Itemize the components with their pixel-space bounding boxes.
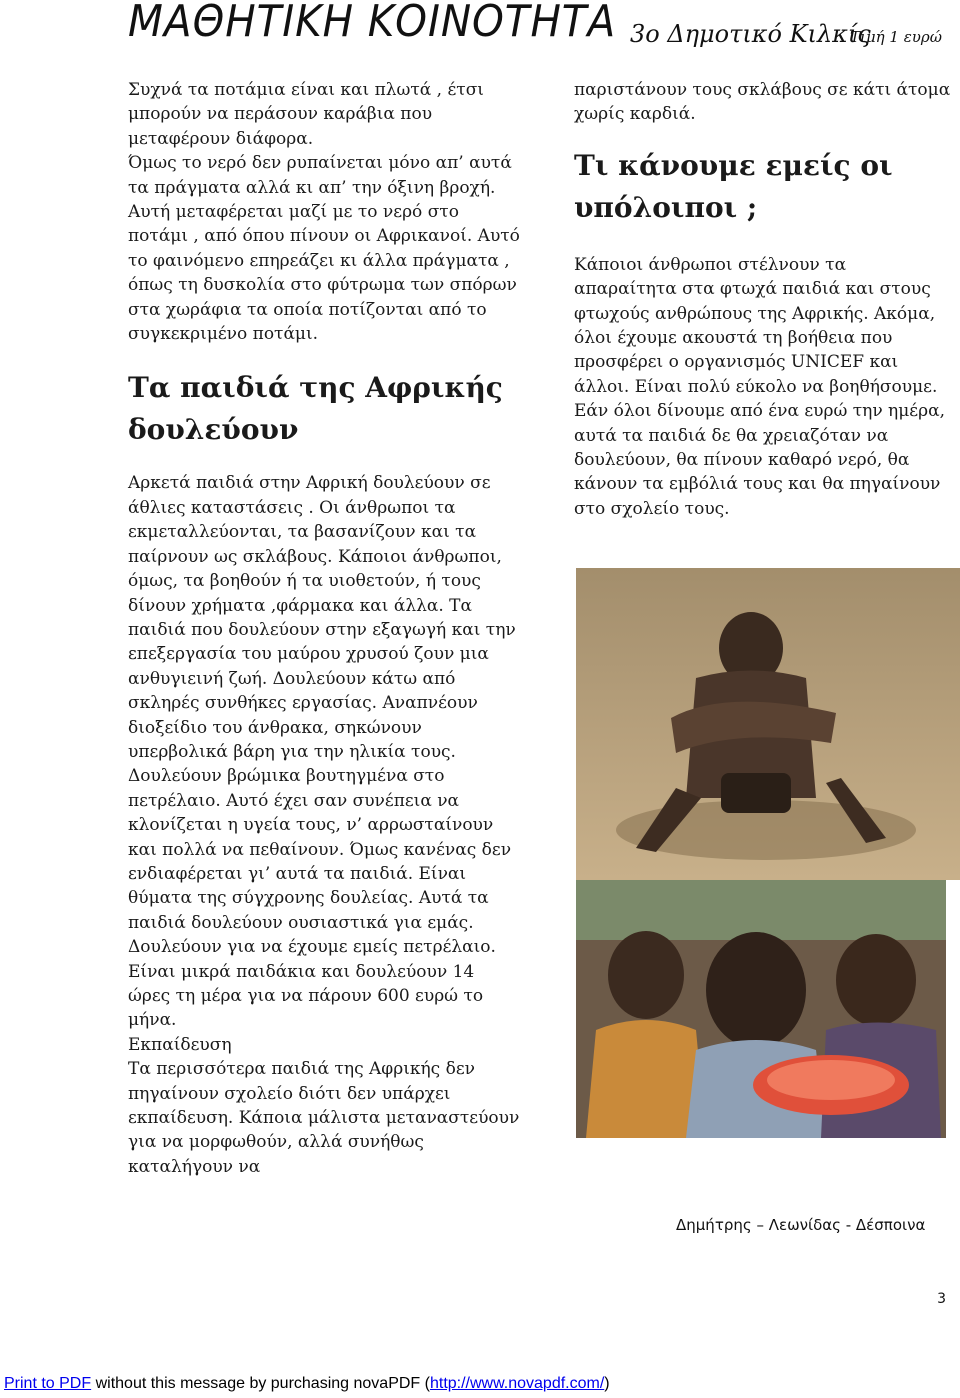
print-to-pdf-link[interactable]: Print to PDF [4,1375,92,1392]
school-name: 3ο Δημοτικό Κιλκίς [630,20,871,48]
intro-paragraph: Συχνά τα ποτάμια είναι και πλωτά , έτσι μπορούν να περάσουν καράβια που μεταφέρουν διάφορα. [128,80,484,149]
photo-caption-authors: Δημήτρης – Λεωνίδας - Δέσποινα [676,1216,926,1234]
photo-children-bowl [576,880,946,1138]
what-we-do-text: Κάποιοι άνθρωποι στέλνουν τα απαραίτητα στα φτωχά παιδιά και στους φτωχούς ανθρώπους της Αφρικής. Ακόμα, όλοι έχουμε ακουστά τη βοήθεια που προσφέρει ο οργανισμός UNICEF και άλλοι. Είναι πολύ εύκολο να βοηθήσουμε. Εάν όλοι δίνουμε από ένα ευρώ την ημέρα, αυτά τα παιδιά δε θα χρειαζόταν να δουλεύουν, θα πίνουν καθαρό νερό, θα κάνουν τα εμβόλιά τους και θα πηγαίνουν στο σχολείο τους. [574,254,945,519]
intro-text [128,78,520,346]
newspaper-title: ΜΑΘΗΤΙΚΗ ΚΟΙΝΟΤΗΤΑ [128,0,617,47]
body-paragraph: Αρκετά παιδιά στην Αφρική δουλεύουν σε άθλιες καταστάσεις . Οι άνθρωποι τα εκμεταλλεύονται, τα βασανίζουν και τα παίρνουν ως σκλάβους. Κάποιοι άνθρωποι, όμως, τα βοηθούν ή τα υιοθετούν, ή τους δίνουν χρήματα ,φάρμακα και άλλα. Τα παιδιά που δουλεύουν στην εξαγωγή και την επεξεργασία του μαύρου χρυσού ζουν μια ανθυγιεινή ζωή. Δουλεύουν κάτω από σκληρές συνθήκες εργασίας. Αναπνέουν διοξείδιο του άνθρακα, σηκώνουν υπερβολικά βάρη για την ηλικία τους. Δουλεύουν βρώμικα βουτηγμένα στο πετρέλαιο. Αυτό έχει σαν συνέπεια να κλονίζεται η υγεία τους, ν’ αρρωσταίνουν και πολλά να πεθαίνουν. Όμως κανένας δεν ενδιαφέρεται γι’ αυτά τα παιδιά. Είναι θύματα της σύγχρονης δουλείας. Αυτά τα παιδιά δουλεύουν ουσιαστικά για εμάς. Δουλεύουν για να έχουμε εμείς πετρέλαιο. Είναι μικρά παιδάκια και δουλεύουν 14 ώρες τη μέρα για να πάρουν 600 ευρώ το μήνα. [128,473,516,1031]
footer-text-end: ) [604,1375,610,1392]
right-column [574,78,954,521]
children-work-text [128,471,520,1179]
issue-price: Τιμή 1 ευρώ [850,28,942,46]
section-heading-what-we-do: Τι κάνουμε εμείς οι υπόλοιποι ; [574,148,893,224]
footer-text: without this message by purchasing novaPDF ( [91,1375,430,1392]
left-column [128,78,520,1179]
subheading-education: Εκπαίδευση [128,1034,232,1055]
section-heading-children-work: Τα παιδιά της Αφρικής δουλεύουν [128,371,503,447]
print-footer [4,1375,610,1393]
novapdf-url-link[interactable]: http://www.novapdf.com/ [429,1375,605,1392]
masthead [128,0,960,62]
page-number: 3 [937,1291,946,1307]
body-paragraph: Τα περισσότερα παιδιά της Αφρικής δεν πηγαίνουν σχολείο διότι δεν υπάρχει εκπαίδευση. Κάποια μάλιστα μεταναστεύουν για να μορφωθούν, αλλά συνήθως καταλήγουν να [128,1059,520,1177]
photo-starving-child [576,568,960,880]
intro-paragraph: Όμως το νερό δεν ρυπαίνεται μόνο απ’ αυτά τα πράγματα αλλά κι απ’ την όξινη βροχή. Αυτή μεταφέρεται μαζί με το νερό στο ποτάμι , από όπου πίνουν οι Αφρικανοί. Αυτό το φαινόμενο επηρεάζει κι άλλα πράγματα , όπως τη δυσκολία στο φύτρωμα των σπόρων στα χωράφια τα οποία ποτίζονται από το συγκεκριμένο ποτάμι. [128,153,520,345]
continuation-text: παριστάνουν τους σκλάβους σε κάτι άτομα χωρίς καρδιά. [574,80,951,125]
